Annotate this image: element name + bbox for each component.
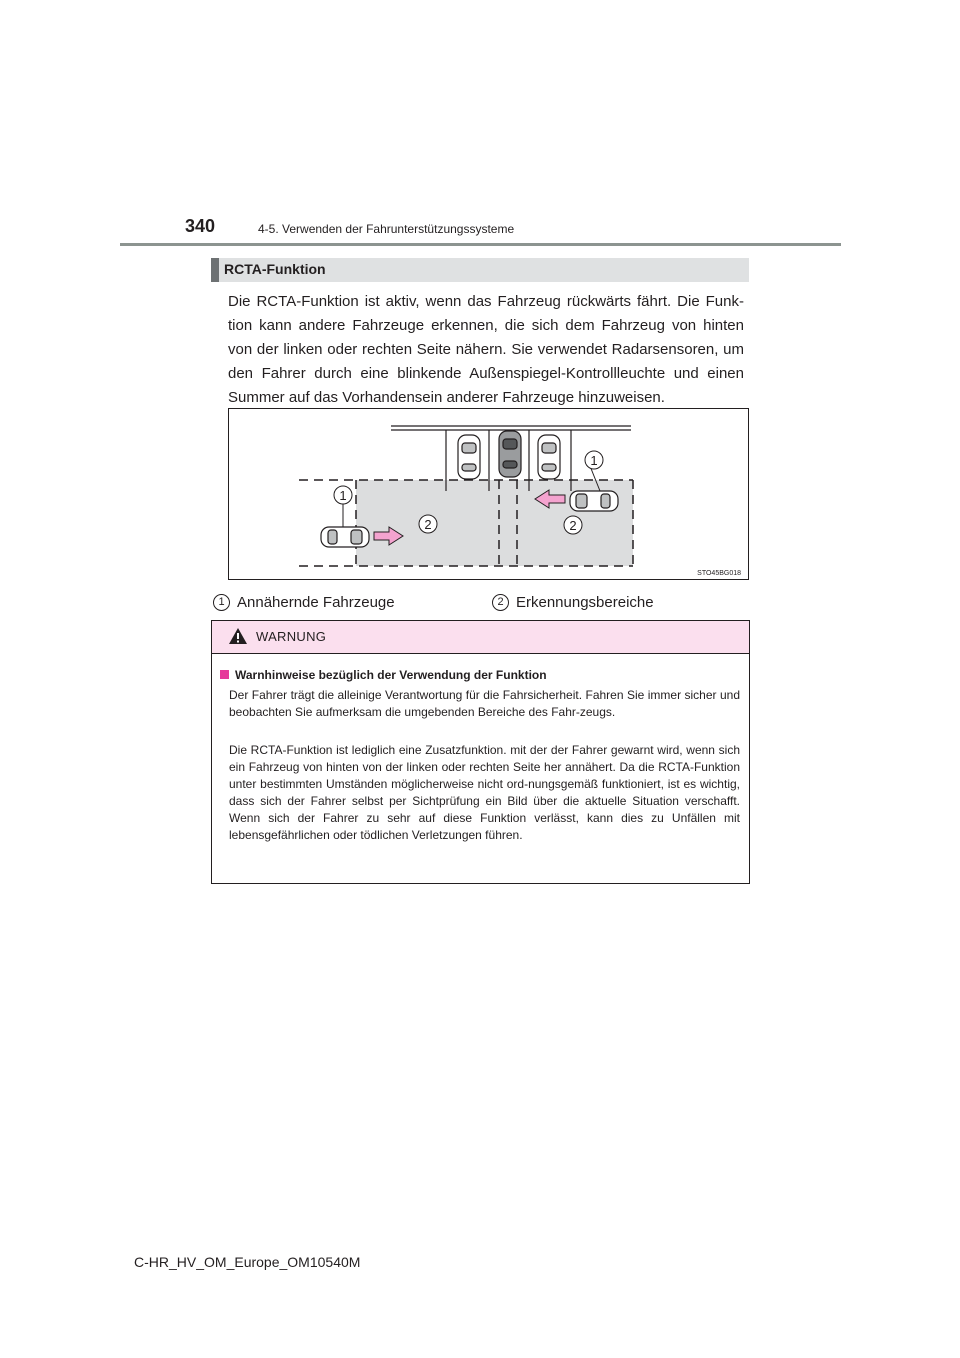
- parked-car-right: [538, 435, 560, 479]
- callout-1-left-text: 1: [339, 488, 347, 503]
- section-heading: [211, 258, 749, 282]
- approaching-car-right: [570, 491, 618, 511]
- approaching-car-left: [321, 527, 369, 547]
- section-paragraph: Die RCTA-Funktion ist aktiv, wenn das Fahrzeug rückwärts fährt. Die Funk-tion kann andere Fahrzeuge erkennen, die sich dem Fahrzeug von hinten von der linken oder rechten Seite nähern. Sie verwendet Radarsensoren, um den Fahrer durch eine blinkende Außenspiegel-Kontrollleuchte und einen Summer auf das Vorhandensein anderer Fahrzeuge hinzuweisen.: [228, 293, 744, 406]
- warning-box: [211, 620, 750, 884]
- legend-number-1: 1: [213, 594, 230, 611]
- warning-label: WARNUNG: [256, 629, 327, 644]
- own-vehicle: [499, 431, 521, 477]
- parked-cars: [458, 431, 560, 479]
- warning-header: [212, 621, 749, 654]
- section-heading-bar: [211, 258, 219, 282]
- bullet-square-icon: [220, 670, 229, 679]
- warning-subheading: [220, 668, 547, 682]
- callout-2-left-text: 2: [424, 517, 432, 532]
- legend-text-1: Annähernde Fahrzeuge: [237, 594, 395, 611]
- warning-triangle-icon: [228, 627, 248, 645]
- rcta-diagram-illustration: [229, 409, 748, 579]
- legend-item-2: [492, 594, 654, 616]
- warning-subheading-text: Warnhinweise bezüglich der Verwendung der Funktion: [235, 668, 547, 682]
- legend-item-1: [213, 594, 395, 616]
- legend-number-2: 2: [492, 594, 509, 611]
- section-title: RCTA-Funktion: [224, 261, 326, 277]
- legend-text-2: Erkennungsbereiche: [516, 594, 654, 611]
- page-number: 340: [185, 216, 216, 236]
- warning-paragraph-2: Die RCTA-Funktion ist lediglich eine Zusatzfunktion. mit der der Fahrer gewarnt wird, wenn sich ein Fahrzeug von hinten von der linken oder rechten Seite her annähert. Da die RCTA-Funktion unter bestimmten Umständen möglicherweise nicht ord-nungsgemäß funktioniert, ist es wichtig, dass sich der Fahrer selbst per Sichtprüfung ein Bild über die aktuelle Situation verschafft. Wenn sich der Fahrer zu sehr auf diese Funktion verlässt, kann dies zu Unfällen mit lebensgefährlichen oder tödlichen Verletzungen führen.: [229, 743, 740, 842]
- callout-1-right-text: 1: [590, 453, 598, 468]
- rcta-diagram: [228, 408, 749, 580]
- footer-doc-id: C-HR_HV_OM_Europe_OM10540M: [134, 1254, 361, 1270]
- chapter-title: 4-5. Verwenden der Fahrunterstützungssysteme: [258, 222, 515, 236]
- header-divider: [120, 243, 841, 246]
- parked-car-left: [458, 435, 480, 479]
- callout-2-right-text: 2: [569, 518, 577, 533]
- figure-code: STO45BG018: [697, 570, 741, 577]
- warning-paragraph-1: Der Fahrer trägt die alleinige Verantwortung für die Fahrsicherheit. Fahren Sie immer sicher und beobachten Sie aufmerksam die umgebenden Bereiche des Fahr-zeugs.: [229, 688, 740, 719]
